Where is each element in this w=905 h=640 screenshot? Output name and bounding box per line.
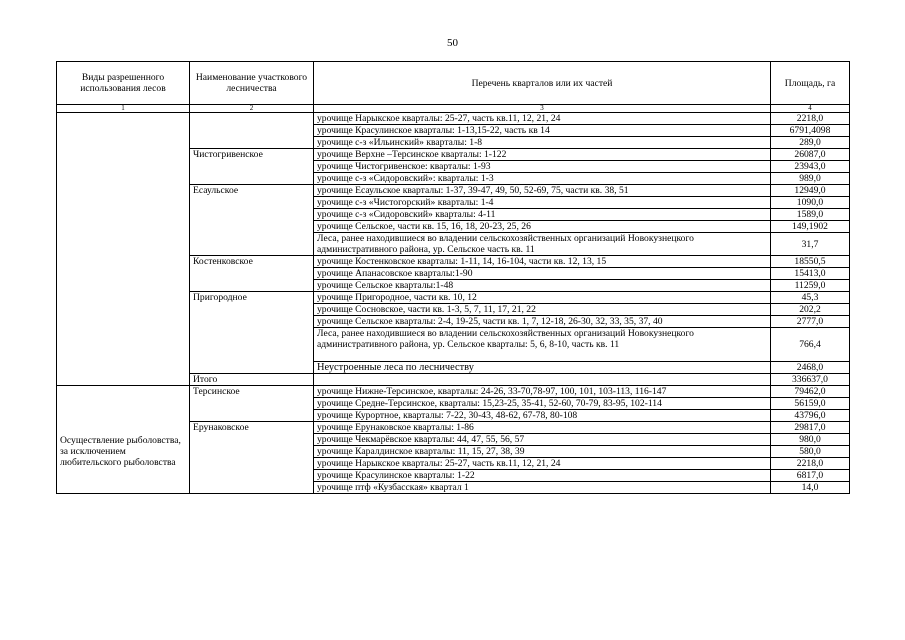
area-cell: 31,7	[771, 233, 850, 256]
area-cell: 29817,0	[771, 422, 850, 434]
area-cell: 15413,0	[771, 268, 850, 280]
quarters-cell: урочище Верхне –Терсинское кварталы: 1-122	[314, 149, 771, 161]
forestry-cell: Пригородное	[190, 292, 314, 374]
column-index: 1	[57, 105, 190, 113]
area-cell: 202,2	[771, 304, 850, 316]
area-cell: 766,4	[771, 328, 850, 362]
quarters-cell: урочище Ерунаковское кварталы: 1-86	[314, 422, 771, 434]
quarters-cell: урочище с-з «Ильинский» кварталы: 1-8	[314, 137, 771, 149]
quarters-cell: урочище Пригородное, части кв. 10, 12	[314, 292, 771, 304]
area-cell: 2777,0	[771, 316, 850, 328]
area-cell: 6791,4098	[771, 125, 850, 137]
area-cell: 1090,0	[771, 197, 850, 209]
area-cell: 989,0	[771, 173, 850, 185]
quarters-cell: урочище Нижне-Терсинское, кварталы: 24-26, 33-70,78-97, 100, 101, 103-113, 116-147	[314, 386, 771, 398]
area-cell: 580,0	[771, 446, 850, 458]
quarters-cell: Неустроенные леса по лесничеству	[314, 362, 771, 374]
forestry-cell: Терсинское	[190, 386, 314, 422]
quarters-cell: урочище с-з «Чистогорский» кварталы: 1-4	[314, 197, 771, 209]
quarters-cell: урочище Курортное, кварталы: 7-22, 30-43, 48-62, 67-78, 80-108	[314, 410, 771, 422]
area-cell: 43796,0	[771, 410, 850, 422]
area-cell: 6817,0	[771, 470, 850, 482]
use-type-cell: Осуществление рыболовства, за исключением любительского рыболовства	[57, 386, 190, 494]
quarters-cell: урочище с-з «Сидоровский»: кварталы: 1-3	[314, 173, 771, 185]
table-header-row	[57, 62, 850, 105]
quarters-cell: урочище Средне-Терсинское, кварталы: 15,23-25, 35-41, 52-60, 70-79, 83-95, 102-114	[314, 398, 771, 410]
area-cell: 56159,0	[771, 398, 850, 410]
total-label: Итого	[190, 374, 314, 386]
header-forestry: Наименование участкового лесничества	[190, 62, 314, 105]
column-index-row	[57, 105, 850, 113]
forest-use-table	[56, 61, 850, 494]
quarters-cell: урочище Каралдинское кварталы: 11, 15, 27, 38, 39	[314, 446, 771, 458]
area-cell: 2468,0	[771, 362, 850, 374]
column-index: 3	[314, 105, 771, 113]
page-number: 50	[447, 37, 458, 49]
area-cell: 12949,0	[771, 185, 850, 197]
forestry-cell: Ерунаковское	[190, 422, 314, 494]
quarters-cell: урочище Сосновское, части кв. 1-3, 5, 7, 11, 17, 21, 22	[314, 304, 771, 316]
quarters-cell: урочище Костенковское кварталы: 1-11, 14, 16-104, части кв. 12, 13, 15	[314, 256, 771, 268]
quarters-cell: Леса, ранее находившиеся во владении сельскохозяйственных организаций Новокузнецкого административного района, ур. Сельское кварталы: 5, 6, 8-10, часть кв. 11	[314, 328, 771, 362]
quarters-cell: урочище Нарыкское кварталы: 25-27, часть кв.11, 12, 21, 24	[314, 113, 771, 125]
total-area: 336637,0	[771, 374, 850, 386]
quarters-cell: урочище Апанасовское кварталы:1-90	[314, 268, 771, 280]
area-cell: 45,3	[771, 292, 850, 304]
use-type-cell	[57, 113, 190, 386]
quarters-cell: урочище с-з «Сидоровский» кварталы: 4-11	[314, 209, 771, 221]
table-row	[57, 386, 850, 398]
area-cell: 11259,0	[771, 280, 850, 292]
area-cell: 23943,0	[771, 161, 850, 173]
table-row	[57, 113, 850, 125]
quarters-cell: урочище Красулинское кварталы: 1-22	[314, 470, 771, 482]
quarters-cell: урочище Сельское кварталы: 2-4, 19-25, части кв. 1, 7, 12-18, 26-30, 32, 33, 35, 37, 40	[314, 316, 771, 328]
area-cell: 26087,0	[771, 149, 850, 161]
forestry-cell: Чистогривенское	[190, 149, 314, 185]
forestry-cell	[190, 113, 314, 149]
area-cell: 2218,0	[771, 113, 850, 125]
column-index: 4	[771, 105, 850, 113]
quarters-cell	[314, 374, 771, 386]
header-use-type: Виды разрешенного использования лесов	[57, 62, 190, 105]
header-area: Площадь, га	[771, 62, 850, 105]
quarters-cell: урочище Сельское кварталы:1-48	[314, 280, 771, 292]
quarters-cell: урочище птф «Кузбасская» квартал 1	[314, 482, 771, 494]
quarters-cell: Леса, ранее находившиеся во владении сельскохозяйственных организаций Новокузнецкого административного района, ур. Сельское часть кв. 11	[314, 233, 771, 256]
area-cell: 18550,5	[771, 256, 850, 268]
header-quarters-list: Перечень кварталов или их частей	[314, 62, 771, 105]
forestry-cell: Есаульское	[190, 185, 314, 256]
forestry-cell: Костенковское	[190, 256, 314, 292]
quarters-cell: урочище Нарыкское кварталы: 25-27, часть кв.11, 12, 21, 24	[314, 458, 771, 470]
quarters-cell: урочище Чистогривенское: кварталы: 1-93	[314, 161, 771, 173]
quarters-cell: урочище Красулинское кварталы: 1-13,15-22, часть кв 14	[314, 125, 771, 137]
column-index: 2	[190, 105, 314, 113]
area-cell: 14,0	[771, 482, 850, 494]
area-cell: 149,1902	[771, 221, 850, 233]
quarters-cell: урочище Чекмарёвское кварталы: 44, 47, 55, 56, 57	[314, 434, 771, 446]
quarters-cell: урочище Сельское, части кв. 15, 16, 18, 20-23, 25, 26	[314, 221, 771, 233]
quarters-cell: урочище Есаульское кварталы: 1-37, 39-47, 49, 50, 52-69, 75, части кв. 38, 51	[314, 185, 771, 197]
area-cell: 289,0	[771, 137, 850, 149]
area-cell: 2218,0	[771, 458, 850, 470]
area-cell: 79462,0	[771, 386, 850, 398]
area-cell: 1589,0	[771, 209, 850, 221]
area-cell: 980,0	[771, 434, 850, 446]
